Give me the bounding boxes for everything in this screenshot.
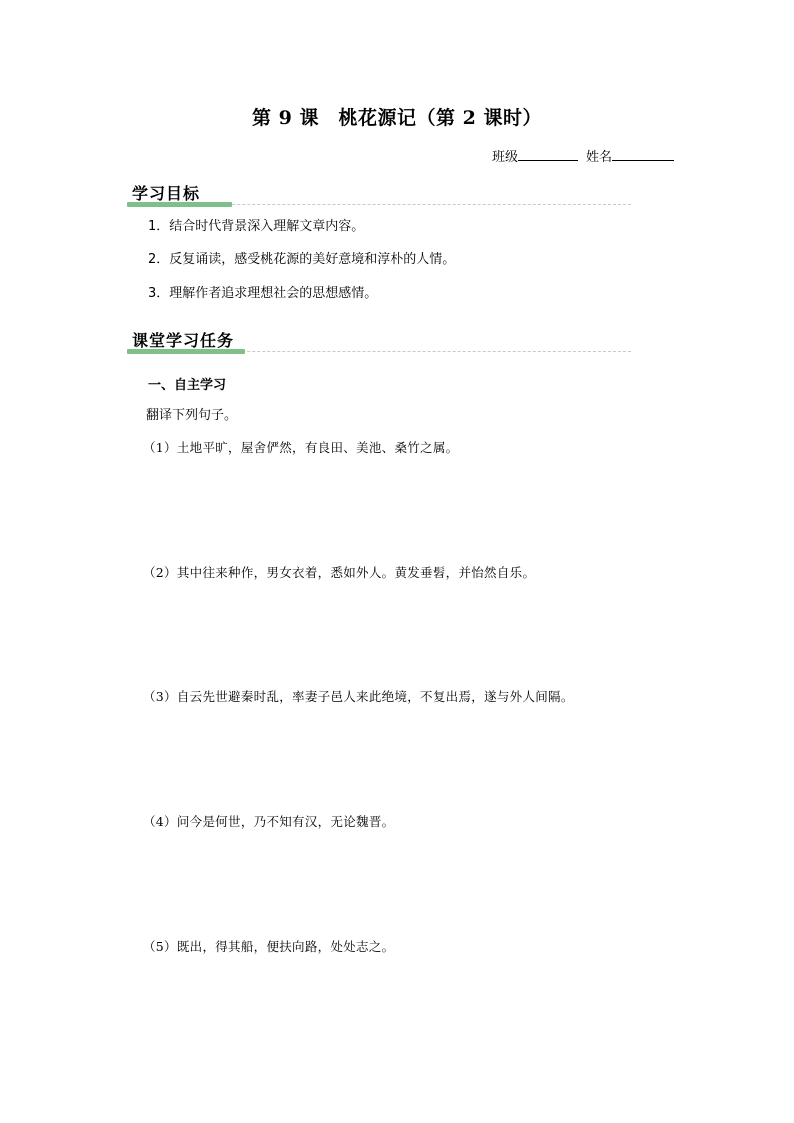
goal-item: 3．理解作者追求理想社会的思想感情。 bbox=[148, 286, 378, 301]
name-field[interactable] bbox=[612, 146, 674, 161]
goal-item: 1．结合时代背景深入理解文章内容。 bbox=[148, 219, 365, 234]
name-label: 姓名 bbox=[585, 150, 612, 165]
sentence-item: （3）自云先世避秦时乱，率妻子邑人来此绝境，不复出焉，遂与外人间隔。 bbox=[143, 689, 574, 704]
sentence-item: （5）既出，得其船，便扶向路，处处志之。 bbox=[143, 939, 395, 954]
section-header-learning-goals bbox=[127, 181, 631, 207]
class-label: 班级 bbox=[491, 150, 518, 165]
subheading-self-study: 一、自主学习 bbox=[148, 378, 227, 393]
sentence-item: （1）土地平旷，屋舍俨然，有良田、美池、桑竹之属。 bbox=[143, 440, 459, 455]
student-info bbox=[492, 146, 674, 165]
instruction-text: 翻译下列句子。 bbox=[146, 408, 238, 423]
page-title: 第 9 课 桃花源记（第 2 课时） bbox=[252, 107, 542, 129]
sentence-item: （4）问今是何世，乃不知有汉，无论魏晋。 bbox=[143, 814, 395, 829]
section-title: 课堂学习任务 bbox=[132, 331, 235, 350]
section-title: 学习目标 bbox=[132, 184, 201, 203]
goal-item: 2．反复诵读，感受桃花源的美好意境和淳朴的人情。 bbox=[148, 252, 456, 267]
section-header-class-tasks bbox=[127, 328, 631, 354]
class-field[interactable] bbox=[518, 146, 578, 161]
sentence-item: （2）其中往来种作，男女衣着，悉如外人。黄发垂髫，并怡然自乐。 bbox=[143, 565, 536, 580]
